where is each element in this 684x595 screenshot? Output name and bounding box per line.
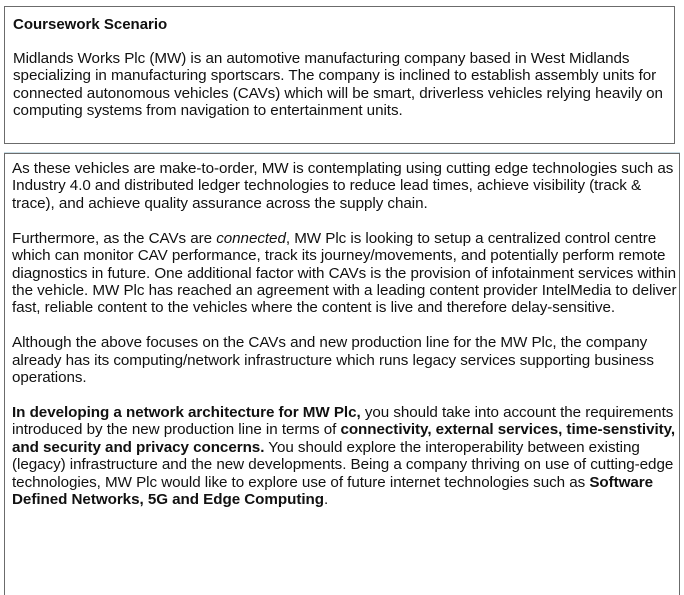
architecture-lead-bold: In developing a network architecture for MW Plc, xyxy=(12,403,361,421)
legacy-infrastructure-paragraph: Although the above focuses on the CAVs and new production line for the MW Plc, the company already has its computing/network infrastructure which runs legacy services supporting business operations. xyxy=(12,334,654,387)
architecture-text-2: You should explore the interoperability between existing (legacy) infrastructure and the new developments. Being a company thriving on use of cutting-edge technologies, MW Plc would like to explore use of future internet technologies such as xyxy=(12,438,674,491)
architecture-text-1: you should take into account the requirements introduced by the new production line in terms of xyxy=(12,403,674,439)
scenario-box xyxy=(4,6,675,144)
requirements-bold: connectivity, external services, time-senstivity, and security and privacy concerns. xyxy=(12,421,676,456)
technologies-bold: Software Defined Networks, 5G and Edge Computing xyxy=(12,473,654,508)
control-centre-text-end: , MW Plc is looking to setup a centralized control centre which can monitor CAV performance, track its journey/movements, and potentially perform remote diagnostics in future. One additional factor with CAVs is the provision of infotainment services within the vehicle. MW Plc has reached an agreement with a leading content provider IntelMedia to deliver fast, reliable content to the vehicles where the content is live and therefore delay-sensitive. xyxy=(12,229,677,317)
lead-times-paragraph: As these vehicles are make-to-order, MW is contemplating using cutting edge technologies such as Industry 4.0 and distributed ledger technologies to reduce lead times, achieve visibility (track & trace), and achieve quality assurance across the supply chain. xyxy=(12,160,674,212)
control-centre-text-start: Furthermore, as the CAVs are xyxy=(12,229,217,247)
connected-emphasis: connected xyxy=(216,229,286,247)
architecture-text-end: . xyxy=(323,491,329,508)
network-architecture-paragraph xyxy=(12,404,679,508)
control-centre-paragraph xyxy=(12,230,679,317)
scenario-intro-paragraph: Midlands Works Plc (MW) is an automotive manufacturing company based in West Midlands specializing in manufacturing sportscars. The company is inclined to establish assembly units for connected autonomous vehicles (CAVs) which will be smart, driverless vehicles relying heavily on computing systems from navigation to entertainment units. xyxy=(13,50,663,120)
scenario-heading: Coursework Scenario xyxy=(13,16,168,33)
scenario-details-box xyxy=(4,153,680,595)
